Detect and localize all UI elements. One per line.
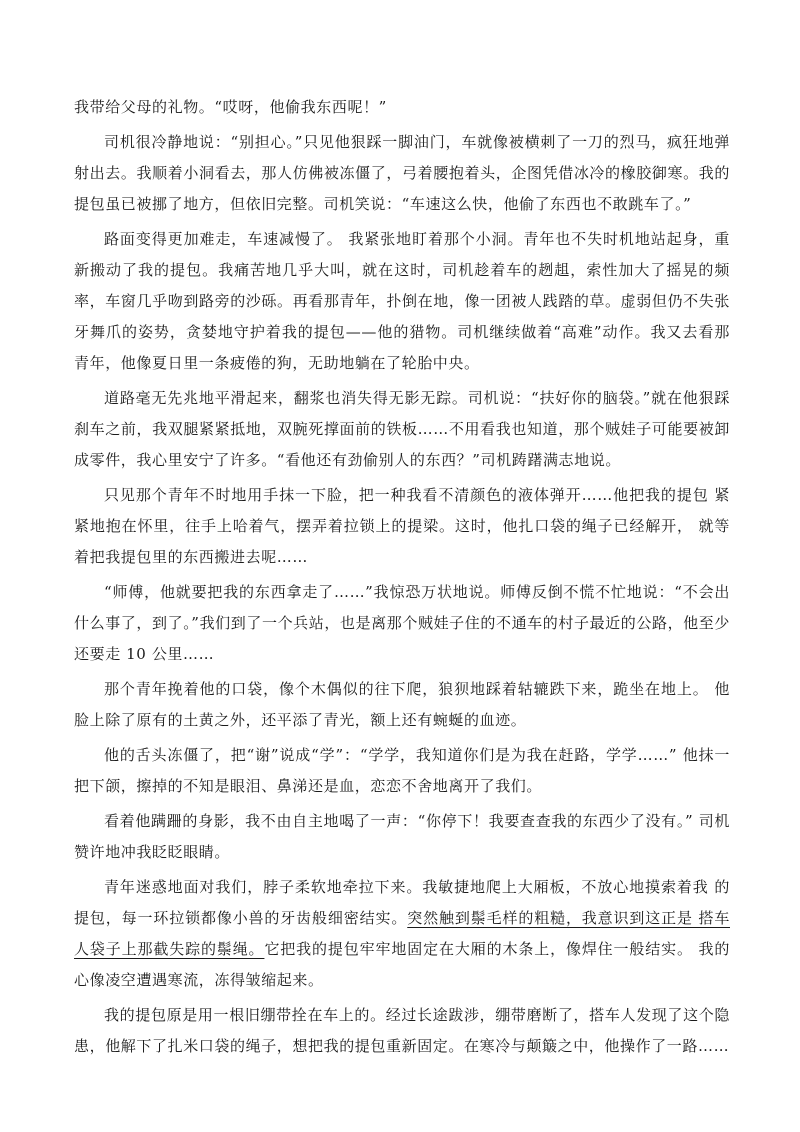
- paragraph: “师傅，他就要把我的东西拿走了……”我惊恐万状地说。师傅反倒不慌不忙地说：“不会出什么事了，到了。”我们到了一个兵站，也是离那个贼娃子住的不通车的村子最近的公路，他至少还要走 10 公里……: [74, 583, 730, 663]
- paragraph: 那个青年挽着他的口袋，像个木偶似的往下爬，狼狈地踩着轱辘跌下来，跪坐在地上。 他脸上除了原有的土黄之外，还平添了青光，额上还有蜿蜒的血迹。: [74, 680, 730, 729]
- paragraph-text: 它把我的提包牢牢地固定在大厢的木条上，像焊住一般结实。 我的心像凌空遭遇寒流，冻得皱缩起来。: [74, 940, 731, 989]
- paragraph: 路面变得更加难走，车速减慢了。 我紧张地盯着那个小洞。青年也不失时机地站起身，重新搬动了我的提包。我痛苦地几乎大叫，就在这时，司机趁着车的趔趄，索性加大了摇晃的频率，车窗几乎吻到路旁的沙砾。再看那青年，扑倒在地，像一团被人践踏的草。虚弱但仍不失张牙舞爪的姿势，贪婪地守护着我的提包——他的猎物。司机继续做着“高难”动作。我又去看那青年，他像夏日里一条疲倦的狗，无助地躺在了轮胎中央。: [74, 230, 730, 372]
- paragraph: 道路毫无先兆地平滑起来，翻浆也消失得无影无踪。司机说：“扶好你的脑袋。”就在他狠踩刹车之前，我双腿紧紧抵地，双腕死撑面前的铁板……不用看我也知道，那个贼娃子可能要被卸成零件，我心里安宁了许多。“看他还有劲偷别人的东西？”司机踌躇满志地说。: [74, 389, 730, 469]
- paragraph: 他的舌头冻僵了，把“谢”说成“学”：“学学，我知道你们是为我在赶路，学学……” 他抹一把下颌，擦掉的不知是眼泪、鼻涕还是血，恋恋不舍地离开了我们。: [74, 746, 730, 795]
- paragraph: 只见那个青年不时地用手抹一下脸，把一种我看不清颜色的液体弹开……他把我的提包 紧紧地抱在怀里，往手上哈着气，摆弄着拉锁上的提梁。这时，他扎口袋的绳子已经解开， 就等着把我提包里的东西搬进去呢……: [74, 486, 730, 566]
- document-body: [74, 92, 730, 1062]
- paragraph-with-underline: [74, 872, 730, 996]
- paragraph: 我带给父母的礼物。“哎呀，他偷我东西呢！”: [74, 98, 387, 116]
- underlined-sentence: 突然触到鬃毛样的粗糙，我意识到这正是 搭车人袋子上那截失踪的鬃绳。: [74, 909, 730, 958]
- paragraph: 看着他蹒跚的身影，我不由自主地喝了一声：“你停下！我要查查我的东西少了没有。” 司机赞许地冲我眨眨眼睛。: [74, 812, 730, 861]
- paragraph: 我的提包原是用一根旧绷带拴在车上的。经过长途跋涉，绷带磨断了，搭车人发现了这个隐患，他解下了扎米口袋的绳子，想把我的提包重新固定。在寒冷与颠簸之中，他操作了一路……: [74, 1006, 730, 1055]
- paragraph-text: 青年迷惑地面对我们，脖子柔软地牵拉下来。我敏捷地爬上大厢板，不放心地摸索着我 的提包，每一环拉锁都像小兽的牙齿般细密结实。: [74, 878, 730, 927]
- paragraph: 司机很冷静地说：“别担心。”只见他狠踩一脚油门，车就像被横刺了一刀的烈马，疯狂地弹射出去。我顺着小洞看去，那人仿佛被冻僵了，弓着腰抱着头，企图凭借冰冷的橡胶御寒。我的提包虽已被挪了地方，但依旧完整。司机笑说：“车速这么快，他偷了东西也不敢跳车了。”: [74, 133, 730, 213]
